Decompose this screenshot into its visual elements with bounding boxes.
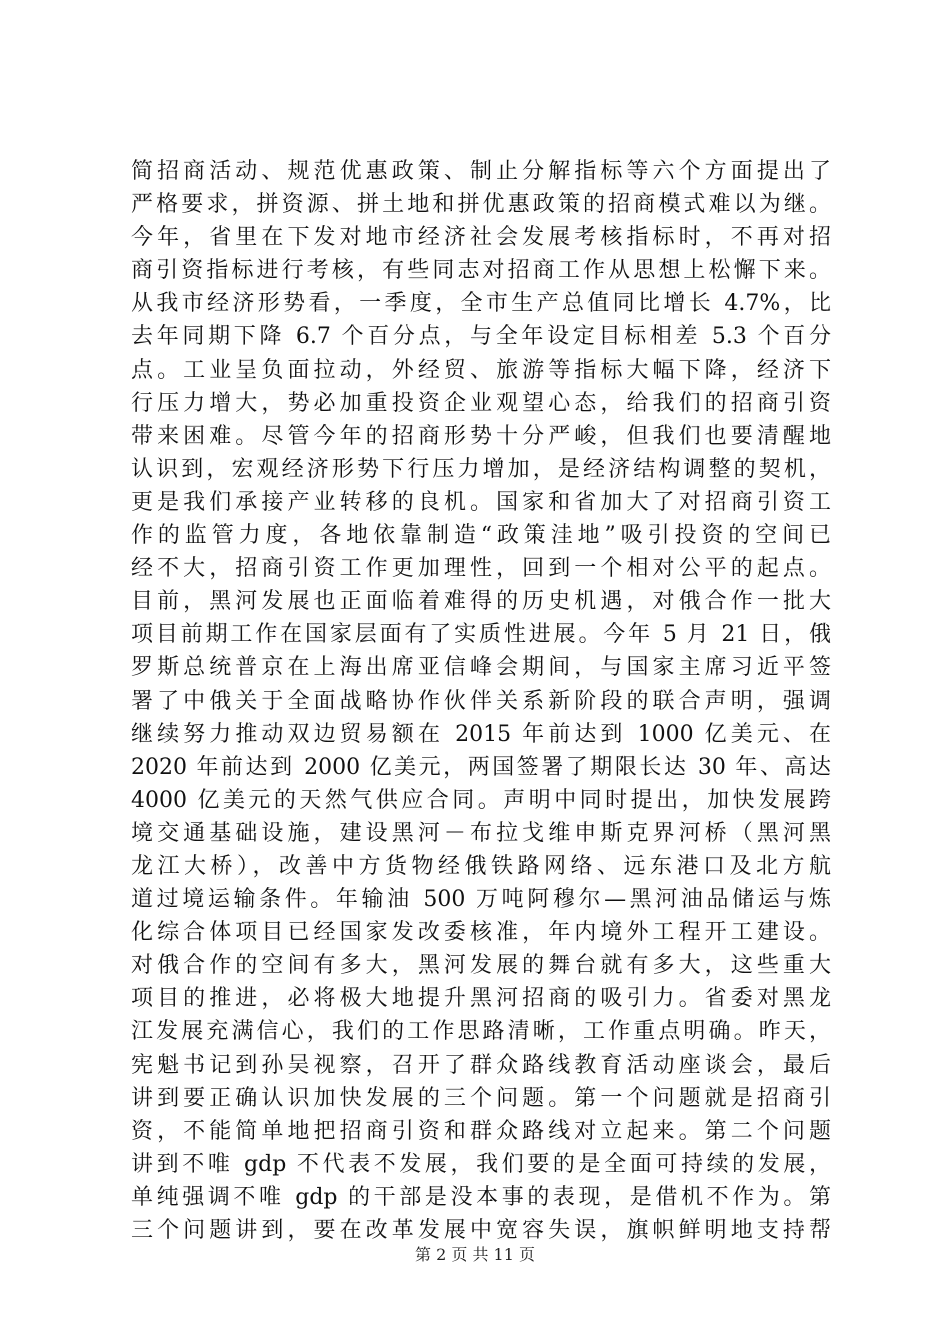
document-body — [131, 155, 831, 1247]
page-number-footer: 第 2 页 共 11 页 — [415, 1245, 535, 1264]
text-line: 更是我们承接产业转移的良机。国家和省加大了对招商引资工 — [131, 489, 831, 515]
text-line: 严格要求，拼资源、拼土地和拼优惠政策的招商模式难以为继。 — [131, 192, 831, 218]
text-line: 境交通基础设施，建设黑河－布拉戈维申斯克界河桥（黑河黑 — [131, 820, 831, 846]
text-line: 4000 亿美元的天然气供应合同。声明中同时提出，加快发展跨 — [131, 787, 831, 813]
text-line: 罗斯总统普京在上海出席亚信峰会期间，与国家主席习近平签 — [131, 655, 831, 681]
text-line: 讲到要正确认识加快发展的三个问题。第一个问题就是招商引 — [131, 1085, 831, 1111]
text-line: 认识到，宏观经济形势下行压力增加，是经济结构调整的契机， — [131, 456, 831, 482]
text-line: 继续努力推动双边贸易额在 2015 年前达到 1000 亿美元、在 — [131, 721, 831, 747]
text-line: 署了中俄关于全面战略协作伙伴关系新阶段的联合声明，强调 — [131, 688, 831, 714]
text-line: 行压力增大，势必加重投资企业观望心态，给我们的招商引资 — [131, 390, 831, 416]
text-line: 简招商活动、规范优惠政策、制止分解指标等六个方面提出了 — [131, 159, 831, 184]
text-line: 讲到不唯 gdp 不代表不发展，我们要的是全面可持续的发展， — [131, 1151, 831, 1177]
text-line: 去年同期下降 6.7 个百分点，与全年设定目标相差 5.3 个百分 — [131, 324, 831, 350]
text-line: 作的监管力度，各地依靠制造“政策洼地”吸引投资的空间已 — [131, 523, 831, 549]
text-line: 项目的推进，必将极大地提升黑河招商的吸引力。省委对黑龙 — [131, 986, 831, 1012]
text-line: 经不大，招商引资工作更加理性，回到一个相对公平的起点。 — [131, 556, 831, 582]
text-line: 资，不能简单地把招商引资和群众路线对立起来。第二个问题 — [131, 1118, 831, 1144]
text-line: 化综合体项目已经国家发改委核准，年内境外工程开工建设。 — [131, 920, 831, 946]
text-line: 项目前期工作在国家层面有了实质性进展。今年 5 月 21 日，俄 — [131, 622, 831, 648]
text-line: 龙江大桥），改善中方货物经俄铁路网络、远东港口及北方航 — [131, 853, 831, 879]
text-line: 商引资指标进行考核，有些同志对招商工作从思想上松懈下来。 — [131, 258, 831, 284]
text-line: 从我市经济形势看，一季度，全市生产总值同比增长 4.7%，比 — [131, 291, 831, 317]
text-line: 三个问题讲到，要在改革发展中宽容失误，旗帜鲜明地支持帮 — [131, 1218, 831, 1243]
text-line: 道过境运输条件。年输油 500 万吨阿穆尔—黑河油品储运与炼 — [131, 887, 831, 913]
text-line: 江发展充满信心，我们的工作思路清晰，工作重点明确。昨天， — [131, 1019, 831, 1045]
text-line: 目前，黑河发展也正面临着难得的历史机遇，对俄合作一批大 — [131, 589, 831, 615]
text-line: 带来困难。尽管今年的招商形势十分严峻，但我们也要清醒地 — [131, 423, 831, 449]
text-line: 单纯强调不唯 gdp 的干部是没本事的表现，是借机不作为。第 — [131, 1184, 831, 1210]
text-line: 对俄合作的空间有多大，黑河发展的舞台就有多大，这些重大 — [131, 953, 831, 979]
text-line: 2020 年前达到 2000 亿美元，两国签署了期限长达 30 年、高达 — [131, 754, 831, 780]
text-line: 宪魁书记到孙吴视察，召开了群众路线教育活动座谈会，最后 — [131, 1052, 831, 1078]
text-line: 今年，省里在下发对地市经济社会发展考核指标时，不再对招 — [131, 225, 831, 251]
text-line: 点。工业呈负面拉动，外经贸、旅游等指标大幅下降，经济下 — [131, 357, 831, 383]
